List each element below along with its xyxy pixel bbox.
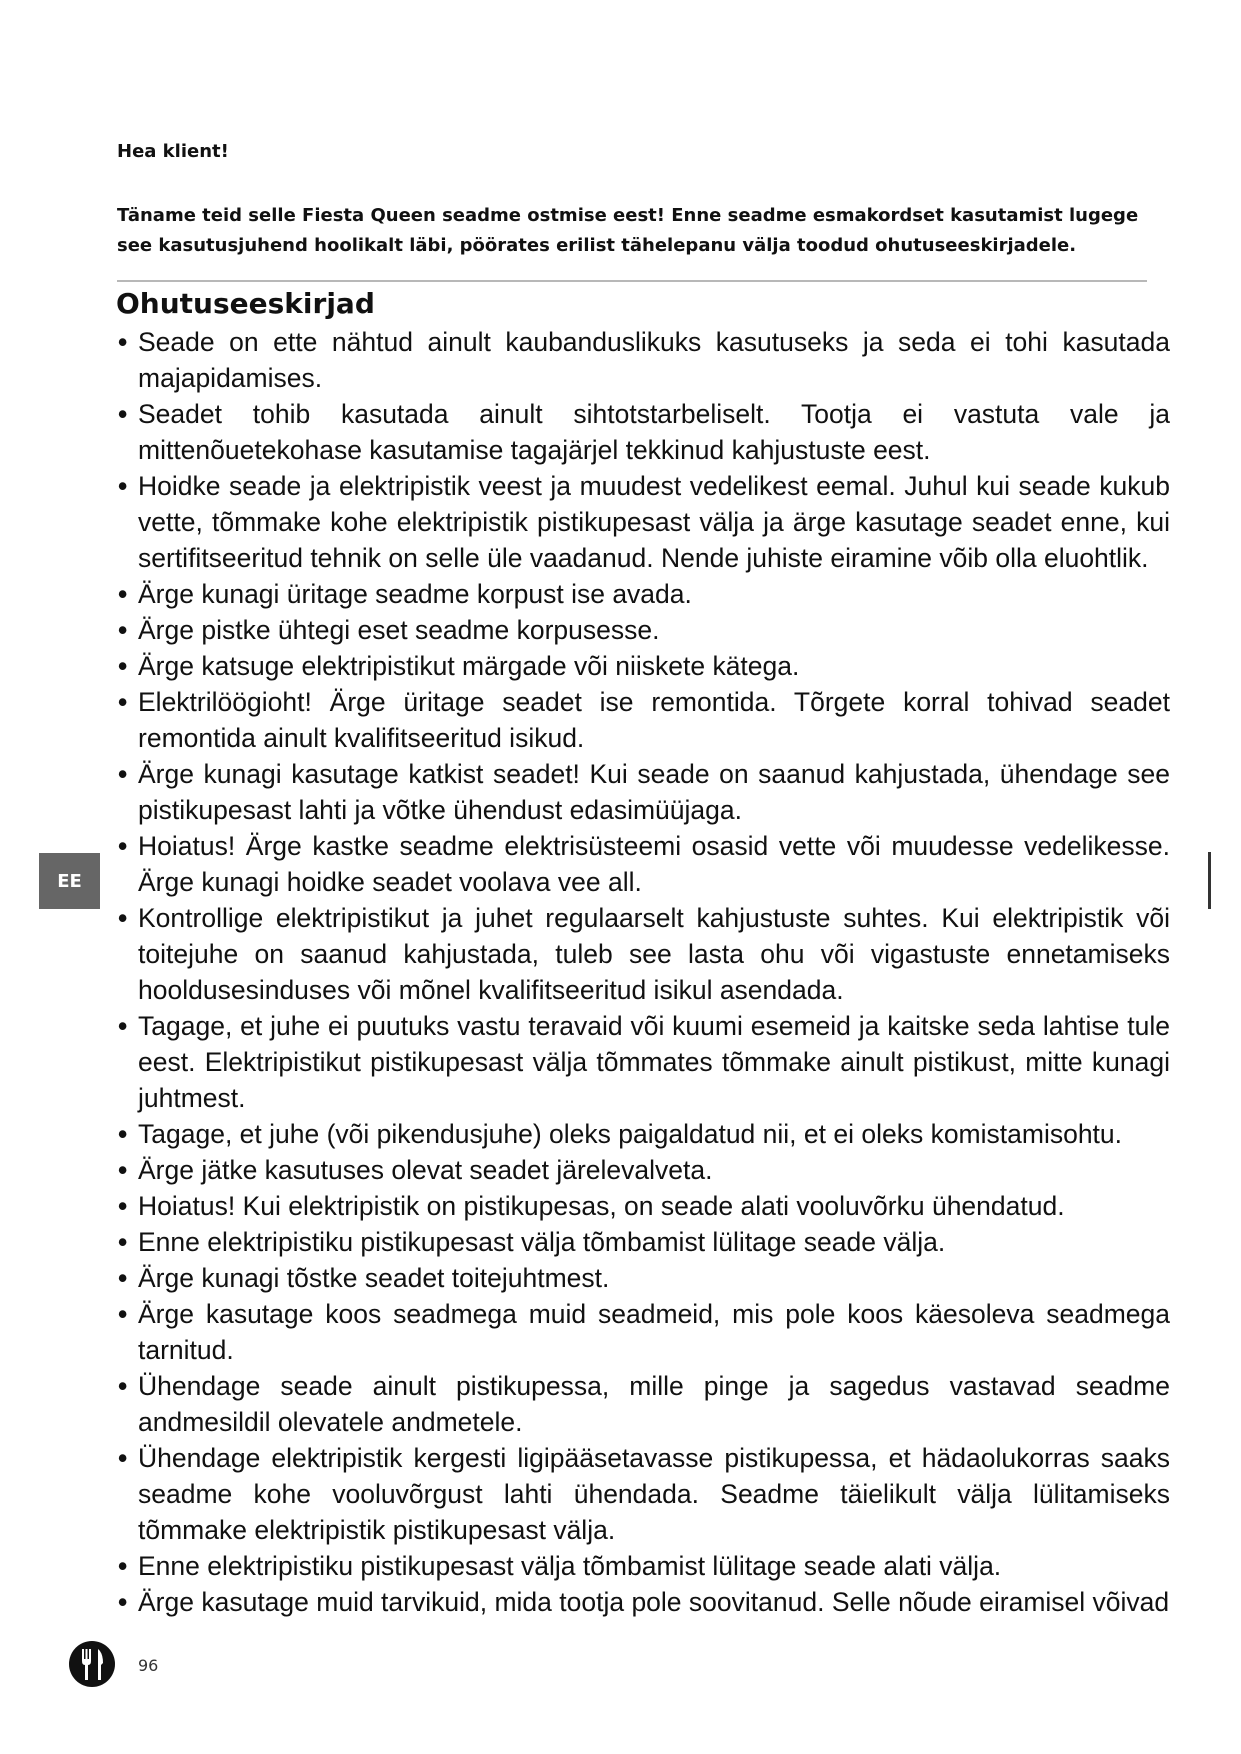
bullet: • [118,1551,128,1581]
list-item [118,1152,1170,1188]
bullet: • [118,399,128,429]
list-item [118,396,1170,468]
list-item-text: Enne elektripistiku pistikupesast välja tõmbamist lülitage seade välja. [138,1227,946,1257]
bullet: • [118,1227,128,1257]
list-item [118,468,1170,576]
bullet: • [118,831,128,861]
list-item [118,1188,1170,1224]
list-item-text: Tagage, et juhe (või pikendusjuhe) oleks paigaldatud nii, et ei oleks komistamisohtu. [138,1119,1123,1149]
list-item [118,612,1170,648]
list-item-text: Hoiatus! Kui elektripistik on pistikupesas, on seade alati vooluvõrku ühendatud. [138,1191,1065,1221]
list-item-text: Hoidke seade ja elektripistik veest ja muudest vedelikest eemal. Juhul kui seade kukub vette, tõmmake kohe elektripistik pistikupesast välja ja ärge kasutage seadet enne, kui sertifitseeritud tehnik on selle üle vaadanud. Nende juhiste eiramine võib olla eluohtlik. [138,471,1170,573]
list-item-text: Ärge kunagi kasutage katkist seadet! Kui seade on saanud kahjustada, ühendage see pistikupesast lahti ja võtke ühendust edasimüüjaga. [138,759,1170,825]
list-item [118,900,1170,1008]
list-item-text: Ühendage seade ainult pistikupessa, mille pinge ja sagedus vastavad seadme andmesildil olevatele andmetele. [138,1371,1170,1437]
list-item [118,756,1170,828]
list-item-text: Ärge kunagi üritage seadme korpust ise avada. [138,579,692,609]
bullet: • [118,1191,128,1221]
list-item [118,828,1170,900]
list-item [118,1584,1170,1620]
list-item-text: Ühendage elektripistik kergesti ligipääsetavasse pistikupessa, et hädaolukorras saaks seadme kohe vooluvõrgust lahti ühendada. Seadme täielikult välja lülitamiseks tõmmake elektripistik pistikupesast välja. [138,1443,1170,1545]
list-item [118,1440,1170,1548]
safety-list [118,324,1170,1620]
list-item-text: Kontrollige elektripistikut ja juhet regulaarselt kahjustuste suhtes. Kui elektripistik või toitejuhe on saanud kahjustada, tuleb see lasta ohu või vigastuste ennetamiseks hooldusesinduses või mõnel kvalifitseeritud isikul asendada. [138,903,1170,1005]
bullet: • [118,1299,128,1329]
list-item-text: Ärge katsuge elektripistikut märgade või niiskete kätega. [138,651,800,681]
bullet: • [118,687,128,717]
bullet: • [118,651,128,681]
list-item-text: Elektrilöögioht! Ärge üritage seadet ise remontida. Tõrgete korral tohivad seadet remontida ainult kvalifitseeritud isikud. [138,687,1170,753]
list-item [118,1368,1170,1440]
list-item [118,1116,1170,1152]
bullet: • [118,327,128,357]
bullet: • [118,579,128,609]
list-item [118,1008,1170,1116]
section-divider [117,280,1147,282]
list-item-text: Enne elektripistiku pistikupesast välja tõmbamist lülitage seade alati välja. [138,1551,1002,1581]
list-item-text: Ärge kasutage koos seadmega muid seadmeid, mis pole koos käesoleva seadmega tarnitud. [138,1299,1170,1365]
bullet: • [118,1371,128,1401]
bullet: • [118,1011,128,1041]
cutlery-logo-icon [68,1640,116,1688]
list-item-text: Ärge jätke kasutuses olevat seadet järelevalveta. [138,1155,713,1185]
bullet: • [118,1119,128,1149]
section-title: Ohutuseeskirjad [116,287,375,320]
list-item [118,1548,1170,1584]
language-tab: EE [39,853,100,909]
greeting: Hea klient! [117,141,229,162]
list-item-text: Ärge kunagi tõstke seadet toitejuhtmest. [138,1263,610,1293]
list-item [118,648,1170,684]
list-item-text: Ärge pistke ühtegi eset seadme korpusesse. [138,615,660,645]
list-item-text: Ärge kasutage muid tarvikuid, mida tootja pole soovitanud. Selle nõude eiramisel võivad [138,1587,1170,1617]
bullet: • [118,1587,128,1617]
intro-paragraph: Täname teid selle Fiesta Queen seadme ostmise eest! Enne seadme esmakordset kasutamist lugege see kasutusjuhend hoolikalt läbi, pöörates erilist tähelepanu välja toodud ohutuseeskirjadele. [117,205,1139,256]
page-number: 96 [138,1656,159,1675]
bullet: • [118,759,128,789]
list-item [118,1296,1170,1368]
bullet: • [118,1443,128,1473]
list-item [118,684,1170,756]
bullet: • [118,903,128,933]
bullet: • [118,615,128,645]
list-item-text: Hoiatus! Ärge kastke seadme elektrisüsteemi osasid vette või muudesse vedelikesse. Ärge kunagi hoidke seadet voolava vee all. [138,831,1170,897]
list-item [118,1224,1170,1260]
bullet: • [118,1155,128,1185]
list-item-text: Seade on ette nähtud ainult kaubanduslikuks kasutuseks ja seda ei tohi kasutada majapidamises. [138,327,1170,393]
bullet: • [118,1263,128,1293]
list-item [118,576,1170,612]
bullet: • [118,471,128,501]
list-item [118,324,1170,396]
list-item-text: Seadet tohib kasutada ainult sihtotstarbeliselt. Tootja ei vastuta vale ja mittenõuetekohase kasutamise tagajärjel tekkinud kahjustuste eest. [138,399,1170,465]
list-item-text: Tagage, et juhe ei puutuks vastu teravaid või kuumi esemeid ja kaitske seda lahtise tule eest. Elektripistikut pistikupesast välja tõmmates tõmmake ainult pistikust, mitte kunagi juhtmest. [138,1011,1170,1113]
margin-mark [1208,852,1211,909]
list-item [118,1260,1170,1296]
